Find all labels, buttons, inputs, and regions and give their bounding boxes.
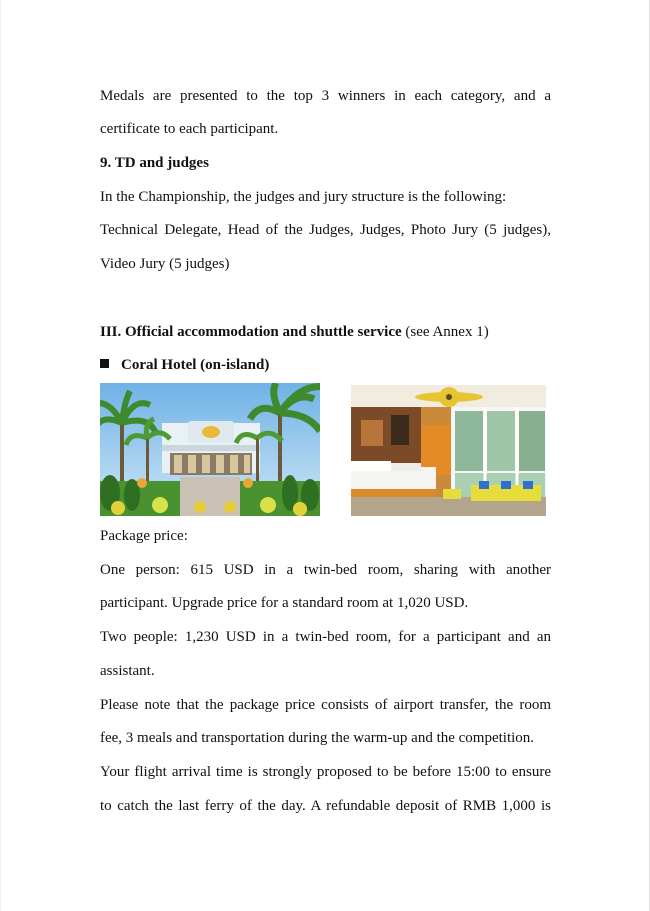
judges-line-2: Video Jury (5 judges) (100, 256, 230, 272)
judges-line-1: Technical Delegate, Head of the Judges, Judges, Photo Jury (5 judges), (100, 222, 551, 238)
section-3-heading-title: III. Official accommodation and shuttle service (100, 324, 402, 340)
hotel-room-photo (351, 385, 546, 516)
note-line-2: fee, 3 meals and transportation during the warm-up and the competition. (100, 730, 535, 746)
one-person-line-2: participant. Upgrade price for a standard room at 1,020 USD. (100, 595, 469, 611)
note-line-1: Please note that the package price consists of airport transfer, the room (100, 697, 551, 713)
square-bullet-icon (100, 359, 109, 368)
one-person-line-1: One person: 615 USD in a twin-bed room, sharing with another (100, 562, 551, 578)
medals-text-line-1: Medals are presented to the top 3 winners in each category, and a (100, 88, 551, 104)
section-3-heading-annex: (see Annex 1) (401, 324, 489, 340)
package-price-label: Package price: (100, 528, 188, 544)
hotel-heading (100, 355, 551, 375)
hotel-name: Coral Hotel (on-island) (121, 357, 270, 373)
two-people-line-2: assistant. (100, 663, 155, 679)
judges-intro: In the Championship, the judges and jury structure is the following: (100, 189, 507, 205)
hotel-exterior-photo (100, 383, 320, 516)
medals-text-line-2: certificate to each participant. (100, 121, 279, 137)
two-people-line-1: Two people: 1,230 USD in a twin-bed room, for a participant and an (100, 629, 551, 645)
flight-line-2: to catch the last ferry of the day. A refundable deposit of RMB 1,000 is (100, 798, 551, 814)
flight-line-1: Your flight arrival time is strongly proposed to be before 15:00 to ensure (100, 764, 551, 780)
section-3-heading (100, 322, 551, 342)
section-9-heading: 9. TD and judges (100, 155, 209, 171)
